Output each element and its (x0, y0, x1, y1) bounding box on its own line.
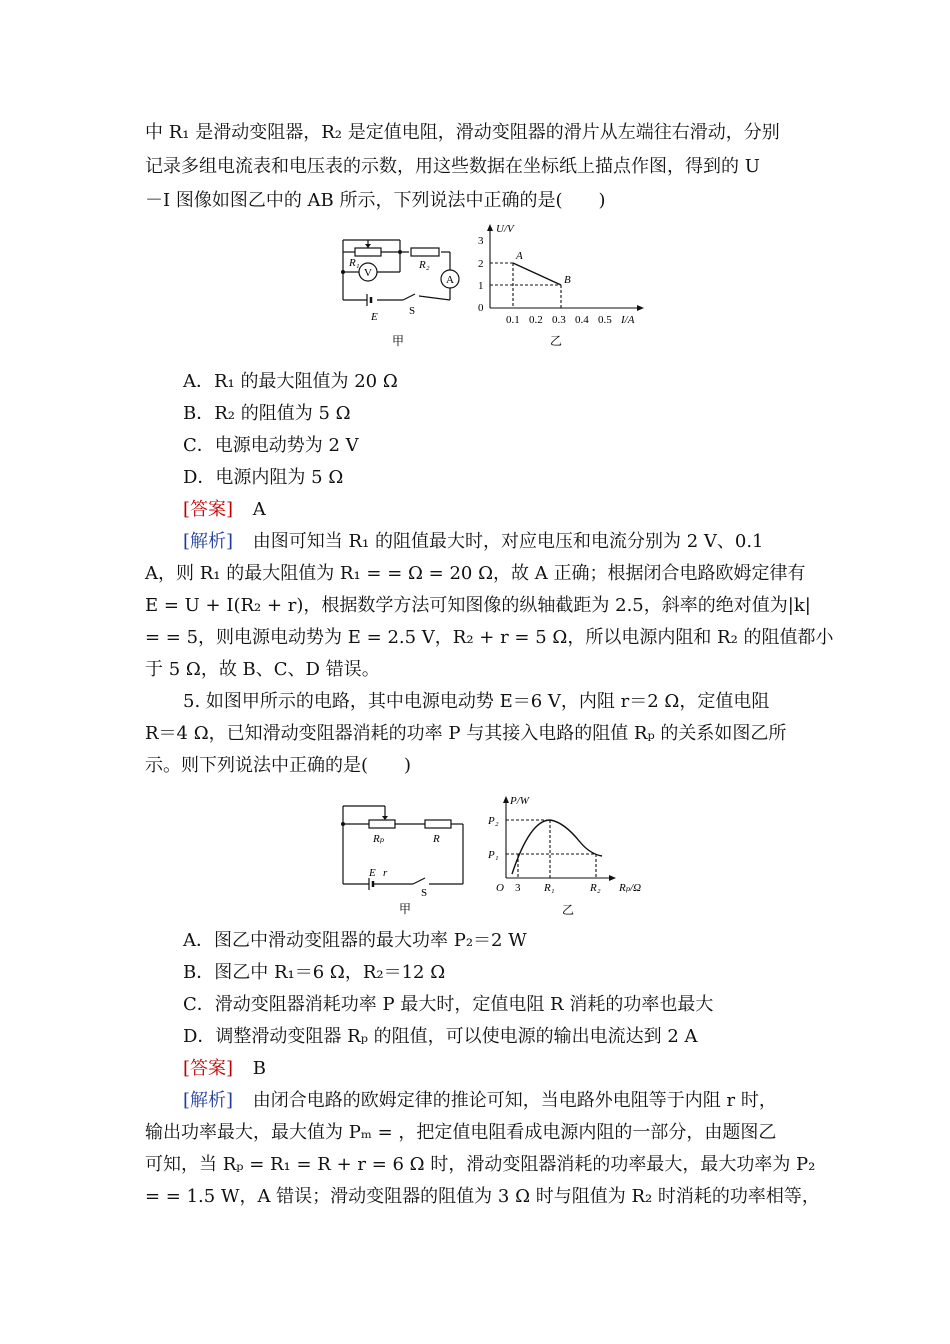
q4-analysis-line-2: A，则 R₁ 的最大阻值为 R₁ = = Ω = 20 Ω，故 A 正确；根据闭合电路欧姆定律有 (145, 563, 806, 584)
q5-graph-origin: O (496, 882, 504, 894)
q5-label-r: R (433, 833, 440, 845)
q5-analysis-line-3: 可知，当 Rₚ = R₁ = R + r = 6 Ω 时，滑动变阻器消耗的功率最大，最大功率为 P₂ (145, 1154, 816, 1175)
q4-graph-xtick-0.1: 0.1 (506, 314, 520, 326)
q4-option-b: B．R₂ 的阻值为 5 Ω (183, 403, 351, 424)
q5-option-c: C．滑动变阻器消耗功率 P 最大时，定值电阻 R 消耗的功率也最大 (183, 994, 714, 1015)
q5-graph-p2: P₂ (488, 815, 499, 827)
q5-power-graph (484, 790, 659, 920)
q4-graph-ytick-3: 3 (478, 235, 484, 247)
q4-graph-xtick-0.4: 0.4 (575, 314, 589, 326)
q4-graph-point-b: B (564, 274, 571, 286)
q5-circuit-diagram (335, 792, 475, 920)
q4-circuit-diagram (335, 228, 465, 353)
q5-answer-value: B (252, 1058, 267, 1079)
q4-ui-graph (470, 218, 650, 353)
q4-graph-xtick-0.2: 0.2 (529, 314, 543, 326)
q5-caption-left: 甲 (399, 902, 412, 916)
q4-graph-xlabel: I/A (621, 314, 635, 326)
q5-option-b: B．图乙中 R₁＝6 Ω，R₂＝12 Ω (183, 962, 446, 983)
q5-analysis-line-1 (183, 1089, 777, 1113)
q5-option-a: A．图乙中滑动变阻器的最大功率 P₂＝2 W (183, 930, 527, 951)
q4-graph-xtick-0.3: 0.3 (552, 314, 566, 326)
q5-label-r-internal: r (383, 867, 388, 879)
q4-answer-value: A (252, 499, 266, 520)
q5-analysis-line-2: 输出功率最大，最大值为 Pₘ = ，把定值电阻看成电源内阻的一部分，由题图乙 (145, 1122, 777, 1143)
q5-label-e: E (369, 867, 376, 879)
q5-graph-p1: P₁ (488, 849, 499, 861)
q4-stem-line-3: －I 图像如图乙中的 AB 所示，下列说法中正确的是( ) (145, 190, 606, 211)
q4-option-d: D．电源内阻为 5 Ω (183, 467, 344, 488)
q4-label-r2: R₂ (419, 259, 430, 271)
q4-label-r1: R₁ (349, 257, 360, 269)
q4-graph-ylabel: U/V (496, 223, 514, 235)
q4-caption-right: 乙 (550, 334, 563, 348)
q4-label-ammeter: A (446, 274, 454, 286)
q5-answer-tag: [答案] (183, 1058, 234, 1079)
q5-answer (183, 1057, 266, 1081)
q4-answer-tag: [答案] (183, 499, 234, 520)
q4-option-a: A．R₁ 的最大阻值为 20 Ω (183, 371, 398, 392)
q4-analysis-line-5: 于 5 Ω，故 B、C、D 错误。 (145, 659, 380, 680)
q5-graph-r1: R₁ (544, 882, 555, 894)
q4-analysis-tag: [解析] (183, 531, 234, 552)
q5-analysis-line-4: = = 1.5 W，A 错误；滑动变阻器的阻值为 3 Ω 时与阻值为 R₂ 时消耗的功率相等， (145, 1186, 820, 1207)
q5-label-rp: Rₚ (373, 833, 385, 845)
q4-graph-ytick-0: 0 (478, 302, 484, 314)
q5-stem-line-1: 5. 如图甲所示的电路，其中电源电动势 E＝6 V，内阻 r＝2 Ω，定值电阻 (183, 691, 770, 712)
q4-answer (183, 498, 266, 522)
q5-stem-line-2: R＝4 Ω，已知滑动变阻器消耗的功率 P 与其接入电路的阻值 Rₚ 的关系如图乙所 (145, 723, 787, 744)
q5-caption-right: 乙 (562, 903, 575, 917)
q5-graph-ylabel: P/W (510, 795, 529, 807)
q4-analysis-line-3: E = U + I(R₂ + r)，根据数学方法可知图像的纵轴截距为 2.5，斜率的绝对值为|k| (145, 595, 811, 616)
q4-graph-ytick-1: 1 (478, 280, 484, 292)
q4-graph-xtick-0.5: 0.5 (598, 314, 612, 326)
q4-stem-line-1: 中 R₁ 是滑动变阻器，R₂ 是定值电阻，滑动变阻器的滑片从左端往右滑动，分别 (145, 122, 780, 143)
q4-graph-point-a: A (516, 250, 523, 262)
q5-option-d: D．调整滑动变阻器 Rₚ 的阻值，可以使电源的输出电流达到 2 A (183, 1026, 698, 1047)
q5-label-s: S (421, 887, 428, 899)
q4-analysis-line-4: = = 5，则电源电动势为 E = 2.5 V，R₂ + r = 5 Ω，所以电源内阻和 R₂ 的阻值都小 (145, 627, 834, 648)
q4-caption-left: 甲 (392, 334, 405, 348)
q5-analysis-text-1: 由闭合电路的欧姆定律的推论可知，当电路外电阻等于内阻 r 时， (252, 1090, 777, 1111)
q4-analysis-text-1: 由图可知当 R₁ 的阻值最大时，对应电压和电流分别为 2 V、0.1 (252, 531, 764, 552)
q4-stem-line-2: 记录多组电流表和电压表的示数，用这些数据在坐标纸上描点作图，得到的 U (145, 156, 760, 177)
q4-graph-ytick-2: 2 (478, 258, 484, 270)
q5-graph-x3: 3 (515, 882, 521, 894)
q4-label-e: E (371, 311, 378, 323)
q5-analysis-tag: [解析] (183, 1090, 234, 1111)
q5-graph-r2: R₂ (590, 882, 601, 894)
q4-option-c: C．电源电动势为 2 V (183, 435, 359, 456)
q5-graph-xlabel: Rₚ/Ω (619, 882, 642, 894)
q4-label-s: S (409, 305, 416, 317)
q5-stem-line-3: 示。则下列说法中正确的是( ) (145, 755, 412, 776)
q4-analysis-line-1 (183, 530, 764, 554)
q4-label-voltmeter: V (364, 267, 372, 279)
